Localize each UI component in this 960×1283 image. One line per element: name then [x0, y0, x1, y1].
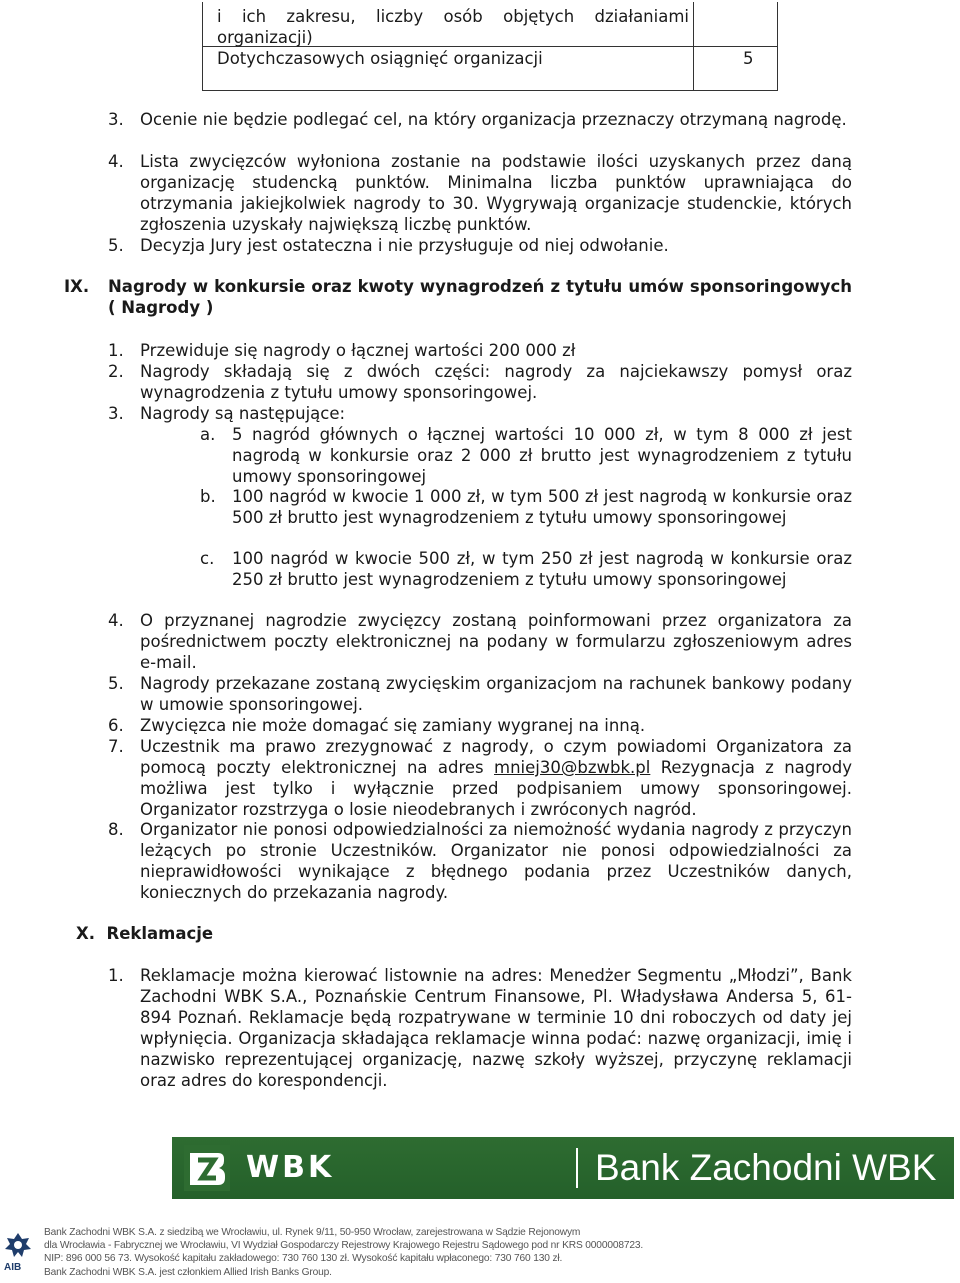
- table-cell-criterion-continued-2: organizacji): [217, 28, 313, 47]
- wbk-logotype: WBK: [246, 1150, 335, 1185]
- bank-name: Bank Zachodni WBK: [595, 1147, 937, 1188]
- bank-logo-icon: [184, 1145, 230, 1191]
- section-heading-prizes: IX. Nagrody w konkursie oraz kwoty wynagrodzeń z tytułu umów sponsoringowych ( Nagrody ): [64, 277, 852, 317]
- legal-line: NIP: 896 000 56 73. Wysokość kapitału zakładowego: 730 760 130 zł. Wysokość kapitału wpłaconego: 730 760 130 zł.: [44, 1253, 563, 1265]
- aib-label: AIB: [4, 1262, 22, 1273]
- list-item: 7. Uczestnik ma prawo zrezygnować z nagrody, o czym powiadomi Organizatora za pomocą poczty elektronicznej na adres mniej30@bzwbk.pl Rezygnacja z nagrody możliwa jest tylko i wyłącznie przed podpisaniem umowy sponsoringowej. Organizator rozstrzyga o losie nieodebranych i zwróconych nagród.: [108, 737, 852, 819]
- email-link[interactable]: mniej30@bzwbk.pl: [494, 758, 651, 777]
- banner-separator: [576, 1148, 578, 1188]
- legal-line: Bank Zachodni WBK S.A. jest członkiem Allied Irish Banks Group.: [44, 1266, 332, 1278]
- list-item: 5. Decyzja Jury jest ostateczna i nie przysługuje od niej odwołanie.: [108, 236, 669, 255]
- list-item: 4. Lista zwycięzców wyłoniona zostanie na podstawie ilości uzyskanych przez daną organizację studencką punktów. Minimalna liczba punktów uprawniająca do otrzymania jakiejkolwiek nagrody to 30. Wygrywają organizacje studenckie, których zgłoszenia uzyskały największą liczbę punktów.: [108, 152, 852, 234]
- legal-line: Bank Zachodni WBK S.A. z siedzibą we Wrocławiu, ul. Rynek 9/11, 50-950 Wrocław, zarejestrowana w Sądzie Rejonowym: [44, 1227, 581, 1238]
- table-cell-points: 5: [743, 49, 754, 68]
- list-item: 1. Reklamacje można kierować listownie na adres: Menedżer Segmentu „Młodzi”, Bank Zachodni WBK S.A., Poznańskie Centrum Finansowe, Pl. Władysława Andersa 5, 61-894 Poznań. Reklamacje będą rozpatrywane w terminie 10 dni roboczych od daty jej wpłynięcia. Organizacja składająca reklamacje winna podać: nazwę organizacji, imię i nazwisko reprezentującej organizację, nazwę szkoły wyższej, przyczynę reklamacji oraz adres do korespondencji.: [108, 966, 852, 1090]
- bank-banner: [172, 1137, 954, 1199]
- list-item: 6. Zwycięzca nie może domagać się zamiany wygranej na inną.: [108, 716, 646, 735]
- criteria-table: [202, 2, 778, 91]
- sub-list-item: b. 100 nagród w kwocie 1 000 zł, w tym 500 zł jest nagrodą w konkursie oraz 500 zł brutto jest wynagrodzeniem z tytułu umowy sponsoringowej: [200, 487, 852, 527]
- sub-list-item: c. 100 nagród w kwocie 500 zł, w tym 250 zł jest nagrodą w konkursie oraz 250 zł brutto jest wynagrodzeniem z tytułu umowy sponsoringowej: [200, 549, 852, 589]
- list-item: 4. O przyznanej nagrodzie zwycięzcy zostaną poinformowani przez organizatora za pośrednictwem poczty elektronicznej na podany w formularzu zgłoszeniowym adres e-mail.: [108, 611, 852, 672]
- list-item: 8. Organizator nie ponosi odpowiedzialności za niemożność wydania nagrody z przyczyn leżących po stronie Uczestników. Organizator nie ponosi odpowiedzialności za nieprawidłowości wynikające z błędnego podania przez Uczestników danych, koniecznych do przekazania nagrody.: [108, 820, 852, 902]
- table-cell-achievements: Dotychczasowych osiągnięć organizacji: [217, 49, 543, 68]
- legal-line: dla Wrocławia - Fabrycznej we Wrocławiu, VI Wydział Gospodarczy Rejestrowy Krajowego Rejestru Sądowego pod nr KRS 0000008723.: [44, 1240, 644, 1252]
- sub-list-item: a. 5 nagród głównych o łącznej wartości 10 000 zł, w tym 8 000 zł jest nagrodą w konkursie oraz 2 000 zł brutto jest wynagrodzeniem z tytułu umowy sponsoringowej: [200, 425, 852, 486]
- section-heading-complaints: X. Reklamacje: [76, 924, 214, 943]
- table-cell-criterion-continued: i ich zakresu, liczby osób objętych działaniami: [217, 7, 689, 26]
- list-item: 3. Nagrody są następujące:: [108, 404, 346, 423]
- list-item: 2. Nagrody składają się z dwóch części: nagrody za najciekawszy pomysł oraz wynagrodzenia z tytułu umowy sponsoringowej.: [108, 362, 852, 402]
- legal-footer: [44, 1226, 944, 1279]
- list-item: 1. Przewiduje się nagrody o łącznej wartości 200 000 zł: [108, 341, 576, 360]
- list-item: 5. Nagrody przekazane zostaną zwycięskim organizacjom na rachunek bankowy podany w umowie sponsoringowej.: [108, 674, 852, 714]
- list-item: 3. Ocenie nie będzie podlegać cel, na który organizacja przeznaczy otrzymaną nagrodę.: [108, 110, 847, 129]
